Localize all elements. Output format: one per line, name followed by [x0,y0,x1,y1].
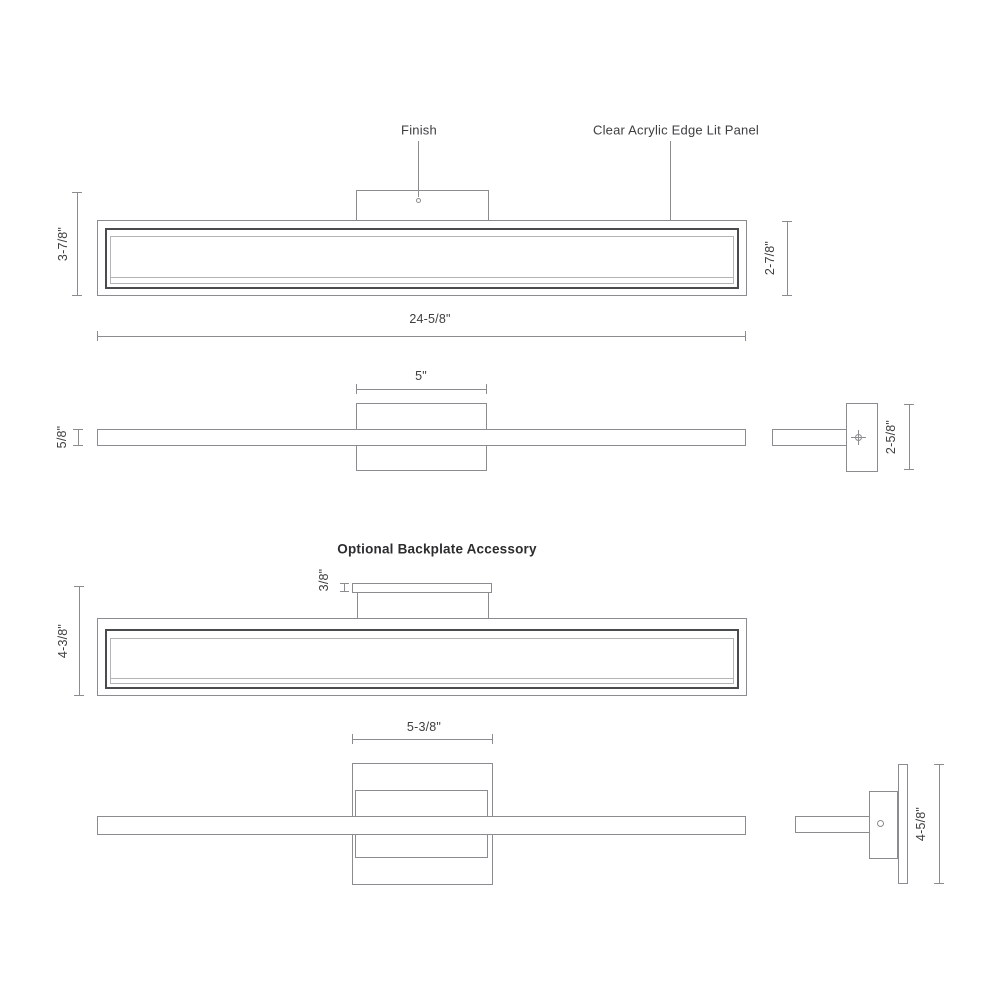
finish-leader-line [418,141,419,197]
top-canopy-width-dim-text: 5" [415,369,427,383]
side-center-mark-ring [855,434,862,441]
backplate-canopy-side-left [357,592,358,620]
backplate-side-screw-hole [877,820,884,827]
backplate-front-height-dim-tick-top [74,586,84,587]
front-height-dim-tick-bottom [72,295,82,296]
backplate-front-strip [352,583,492,593]
finish-label: Finish [401,122,437,138]
backplate-height-dim-line [939,764,940,884]
top-bar-depth-dim-text: 5/8" [55,425,69,449]
front-panel-height-dim-tick-bottom [782,295,792,296]
backplate-front-acrylic-strip-line [111,678,733,679]
backplate-thickness-dim-tick-bottom [340,591,349,592]
front-panel-height-dim-text: 2-7/8" [763,240,777,276]
top-bar-depth-dim-tick-bottom [73,445,83,446]
front-width-dim-line [97,336,746,337]
backplate-width-dim-line [352,739,493,740]
top-fixture-bar [97,429,746,446]
side-fixture-arm [772,429,847,446]
front-panel-height-dim-tick-top [782,221,792,222]
front-height-dim-tick-top [72,192,82,193]
front-acrylic-panel-strip-line [111,277,733,278]
backplate-thickness-dim-tick-top [340,583,349,584]
backplate-canopy-side-right [488,592,489,620]
backplate-width-dim-text: 5-3/8" [406,720,442,734]
backplate-side-plate [898,764,908,884]
backplate-side-fixture-arm [795,816,870,833]
top-canopy-width-dim-line [356,389,487,390]
front-width-dim-tick-left [97,331,98,341]
front-width-dim-text: 24-5/8" [409,312,451,326]
front-panel-height-dim-line [787,221,788,296]
front-canopy-outline [356,190,489,222]
backplate-thickness-dim-text: 3/8" [317,568,331,592]
backplate-front-height-dim-text: 4-3/8" [56,623,70,659]
front-height-dim-text: 3-7/8" [56,226,70,262]
top-bar-depth-dim-line [78,429,79,446]
front-width-dim-tick-right [745,331,746,341]
backplate-front-height-dim-line [79,586,80,696]
backplate-width-dim-tick-right [492,734,493,744]
backplate-height-dim-text: 4-5/8" [914,806,928,842]
backplate-height-dim-tick-top [934,764,944,765]
acrylic-panel-label: Clear Acrylic Edge Lit Panel [592,122,760,138]
side-canopy-depth-dim-tick-bottom [904,469,914,470]
side-canopy-depth-dim-line [909,404,910,470]
side-canopy-depth-dim-text: 2-5/8" [884,419,898,455]
backplate-top-fixture-bar [97,816,746,835]
backplate-height-dim-tick-bottom [934,883,944,884]
backplate-width-dim-tick-left [352,734,353,744]
side-canopy-depth-dim-tick-top [904,404,914,405]
backplate-front-height-dim-tick-bottom [74,695,84,696]
section-heading: Optional Backplate Accessory [337,541,537,557]
top-canopy-width-dim-tick-right [486,384,487,394]
top-bar-depth-dim-tick-top [73,429,83,430]
front-height-dim-line [77,192,78,296]
top-canopy-width-dim-tick-left [356,384,357,394]
